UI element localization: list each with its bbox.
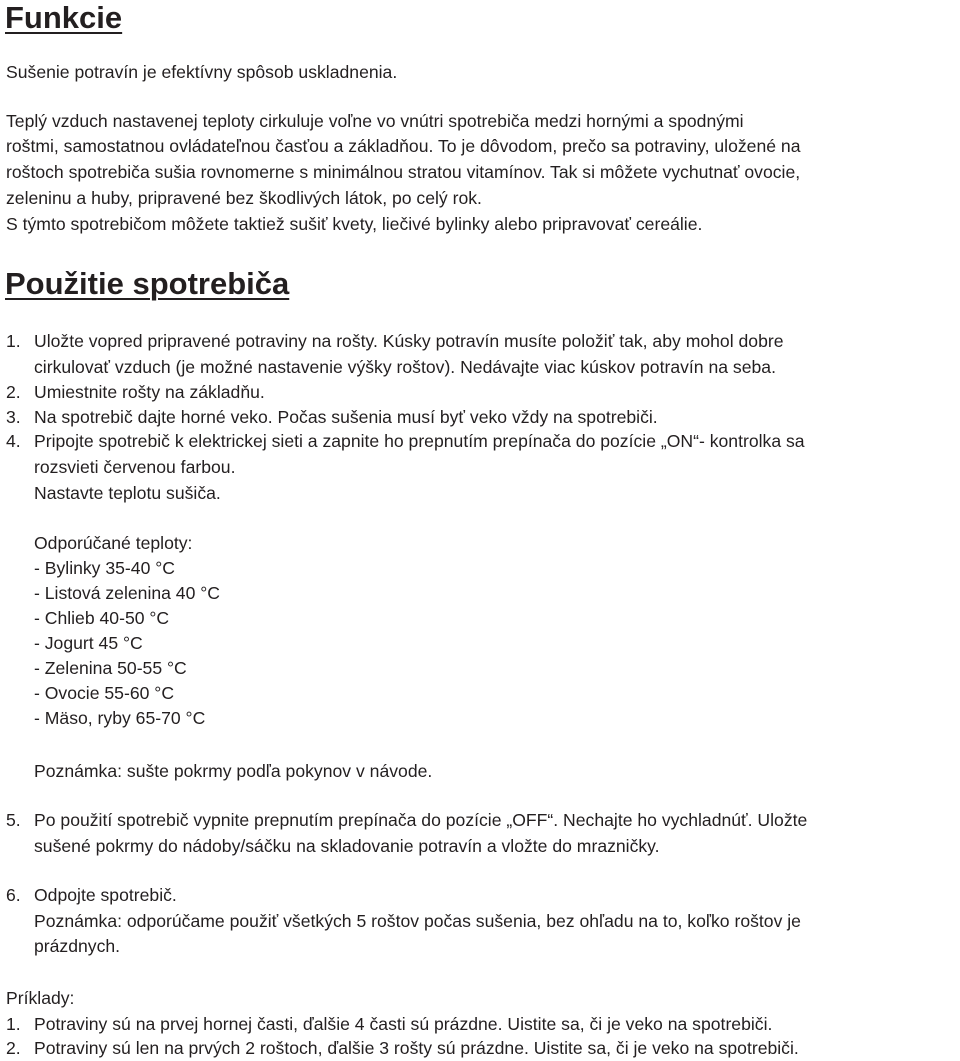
note-text: Poznámka: sušte pokrmy podľa pokynov v návode. xyxy=(34,761,433,781)
step-number: 3. xyxy=(6,407,21,427)
step-text: prázdnych. xyxy=(34,936,121,956)
paragraph-line: Teplý vzduch nastavenej teploty cirkuluje voľne vo vnútri spotrebiča medzi hornými a spodnými xyxy=(6,111,744,131)
example-number: 2. xyxy=(6,1038,21,1058)
example-text: Potraviny sú na prvej hornej časti, ďalšie 4 časti sú prázdne. Uistite sa, či je veko na spotrebiči. xyxy=(34,1014,773,1034)
temperature-item: - Mäso, ryby 65-70 °C xyxy=(34,708,206,728)
step-text: Odpojte spotrebič. xyxy=(34,885,177,905)
examples-title: Príklady: xyxy=(6,988,75,1008)
step-number: 1. xyxy=(6,331,21,351)
step-number: 4. xyxy=(6,431,21,451)
step-text: Uložte vopred pripravené potraviny na rošty. Kúsky potravín musíte položiť tak, aby mohol dobre xyxy=(34,331,784,351)
temperature-item: - Bylinky 35-40 °C xyxy=(34,558,175,578)
step-number: 2. xyxy=(6,382,21,402)
temperature-item: - Listová zelenina 40 °C xyxy=(34,583,221,603)
example-number: 1. xyxy=(6,1014,21,1034)
step-number: 6. xyxy=(6,885,21,905)
temperature-item: - Ovocie 55-60 °C xyxy=(34,683,175,703)
step-text: sušené pokrmy do nádoby/sáčku na skladovanie potravín a vložte do mrazničky. xyxy=(34,836,660,856)
intro-text: Sušenie potravín je efektívny spôsob uskladnenia. xyxy=(6,62,398,82)
heading-funkcie: Funkcie xyxy=(5,0,123,35)
step-text: Nastavte teplotu sušiča. xyxy=(34,483,221,503)
paragraph-line: roštoch spotrebiča sušia rovnomerne s minimálnou stratou vitamínov. Tak si môžete vychutnať ovocie, xyxy=(6,162,801,182)
step-text: Umiestnite rošty na základňu. xyxy=(34,382,265,402)
step-text: cirkulovať vzduch (je možné nastavenie výšky roštov). Nedávajte viac kúskov potravín na seba. xyxy=(34,357,776,377)
temperatures-title: Odporúčané teploty: xyxy=(34,533,193,553)
paragraph-line: zeleninu a huby, pripravené bez škodlivých látok, po celý rok. xyxy=(6,188,482,208)
paragraph-line: roštmi, samostatnou ovládateľnou časťou a základňou. To je dôvodom, prečo sa potraviny, uložené na xyxy=(6,136,801,156)
step-text: Poznámka: odporúčame použiť všetkých 5 roštov počas sušenia, bez ohľadu na to, koľko roštov je xyxy=(34,911,801,931)
step-text: Na spotrebič dajte horné veko. Počas sušenia musí byť veko vždy na spotrebiči. xyxy=(34,407,658,427)
temperature-item: - Jogurt 45 °C xyxy=(34,633,143,653)
heading-pouzitie: Použitie spotrebiča xyxy=(5,266,290,301)
example-text: Potraviny sú len na prvých 2 roštoch, ďalšie 3 rošty sú prázdne. Uistite sa, či je veko na spotrebiči. xyxy=(34,1038,799,1058)
step-text: rozsvieti červenou farbou. xyxy=(34,457,236,477)
step-text: Pripojte spotrebič k elektrickej sieti a zapnite ho prepnutím prepínača do pozície „ON“- kontrolka sa xyxy=(34,431,805,451)
step-number: 5. xyxy=(6,810,21,830)
step-text: Po použití spotrebič vypnite prepnutím prepínača do pozície „OFF“. Nechajte ho vychladnúť. Uložte xyxy=(34,810,808,830)
paragraph-line: S týmto spotrebičom môžete taktiež sušiť kvety, liečivé bylinky alebo pripravovať cereálie. xyxy=(6,214,703,234)
temperature-item: - Chlieb 40-50 °C xyxy=(34,608,170,628)
temperature-item: - Zelenina 50-55 °C xyxy=(34,658,187,678)
